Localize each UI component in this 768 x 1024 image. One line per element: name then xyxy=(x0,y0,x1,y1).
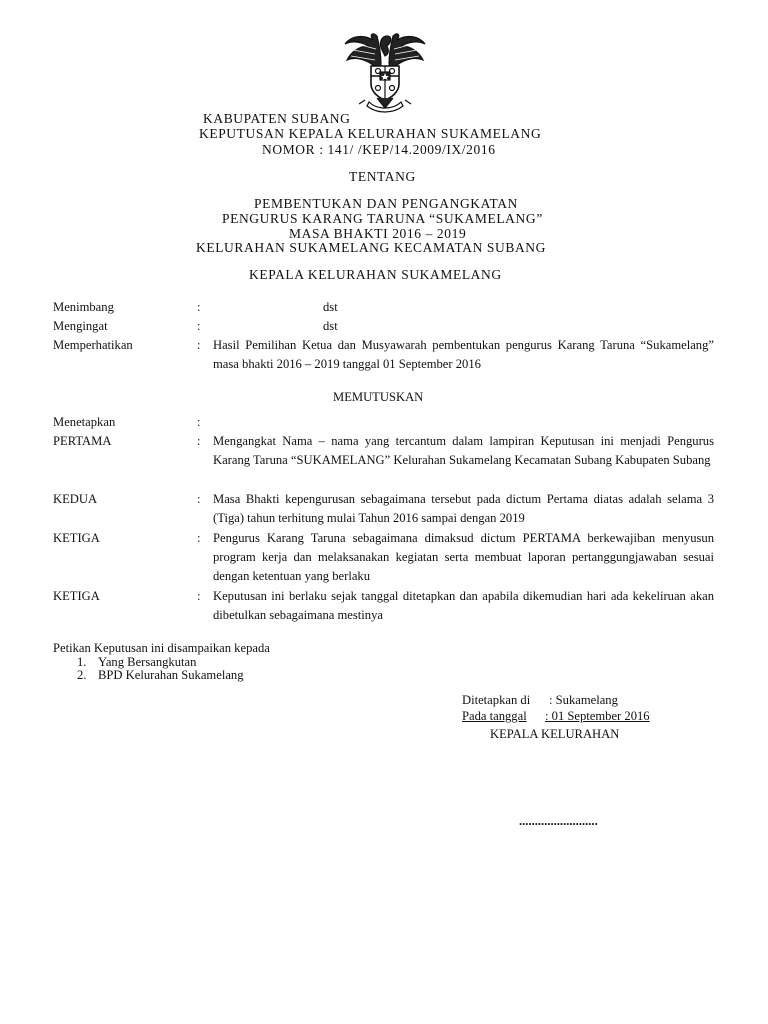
regency-name: KABUPATEN SUBANG xyxy=(203,111,351,126)
garuda-pancasila-emblem-icon xyxy=(339,30,431,114)
colon: : xyxy=(197,434,201,448)
decree-number: NOMOR : 141/ /KEP/14.2009/IX/2016 xyxy=(262,142,496,157)
subject-line-1: PEMBENTUKAN DAN PENGANGKATAN xyxy=(254,196,518,211)
signature-place-label: Ditetapkan di xyxy=(462,693,531,707)
consideration-text: dst xyxy=(323,319,338,333)
distribution-intro: Petikan Keputusan ini disampaikan kepada xyxy=(53,641,270,655)
decides-heading: MEMUTUSKAN xyxy=(333,390,424,404)
consideration-label: Menimbang xyxy=(53,300,114,314)
colon: : xyxy=(197,531,201,545)
colon: : xyxy=(197,415,201,429)
consideration-text: Hasil Pemilihan Ketua dan Musyawarah pembentukan pengurus Karang Taruna “Sukamelang” masa bhakti 2016 – 2019 tanggal 01 September 2016 xyxy=(213,338,714,371)
signature-name: ......................... xyxy=(519,814,598,828)
distribution-item: Yang Bersangkutan xyxy=(98,655,197,669)
decision-text: Masa Bhakti kepengurusan sebagaimana tersebut pada dictum Pertama diatas adalah selama 3 (Tiga) tahun terhitung mulai Tahun 2016 sampai dengan 2019 xyxy=(213,492,714,525)
subject-line-4: KELURAHAN SUKAMELANG KECAMATAN SUBANG xyxy=(196,240,546,255)
issuer-heading: KEPALA KELURAHAN SUKAMELANG xyxy=(249,267,502,282)
signature-place-value: : Sukamelang xyxy=(549,693,618,707)
about-heading: TENTANG xyxy=(349,169,416,184)
signature-position: KEPALA KELURAHAN xyxy=(490,727,620,741)
distribution-item: BPD Kelurahan Sukamelang xyxy=(98,668,244,682)
decree-title: KEPUTUSAN KEPALA KELURAHAN SUKAMELANG xyxy=(199,126,542,141)
consideration-label: Memperhatikan xyxy=(53,338,133,352)
consideration-label: Mengingat xyxy=(53,319,108,333)
signature-date-value: : 01 September 2016 xyxy=(545,709,650,723)
colon: : xyxy=(197,319,201,333)
decision-label: Menetapkan xyxy=(53,415,116,429)
distribution-item-number: 1. xyxy=(77,655,87,669)
decision-label: PERTAMA xyxy=(53,434,112,448)
colon: : xyxy=(197,300,201,314)
subject-line-2: PENGURUS KARANG TARUNA “SUKAMELANG” xyxy=(222,211,543,226)
decision-label: KETIGA xyxy=(53,589,100,603)
signature-date-label: Pada tanggal xyxy=(462,709,527,723)
decision-label: KEDUA xyxy=(53,492,98,506)
decision-text: Keputusan ini berlaku sejak tanggal ditetapkan dan apabila dikemudian hari ada kekeliruan akan dibetulkan sebagaimana mestinya xyxy=(213,589,714,622)
consideration-text: dst xyxy=(323,300,338,314)
decision-label: KETIGA xyxy=(53,531,100,545)
colon: : xyxy=(197,589,201,603)
colon: : xyxy=(197,492,201,506)
decision-text: Mengangkat Nama – nama yang tercantum dalam lampiran Keputusan ini menjadi Pengurus Karang Taruna “SUKAMELANG” Kelurahan Sukamelang Kecamatan Subang Kabupaten Subang xyxy=(213,434,714,467)
decision-text: Pengurus Karang Taruna sebagaimana dimaksud dictum PERTAMA berkewajiban menyusun program kerja dan melaksanakan kegiatan serta membuat laporan pertanggungjawaban sesuai dengan ketentuan yang berlaku xyxy=(213,531,714,583)
colon: : xyxy=(197,338,201,352)
subject-line-3: MASA BHAKTI 2016 – 2019 xyxy=(289,226,467,241)
distribution-item-number: 2. xyxy=(77,668,87,682)
